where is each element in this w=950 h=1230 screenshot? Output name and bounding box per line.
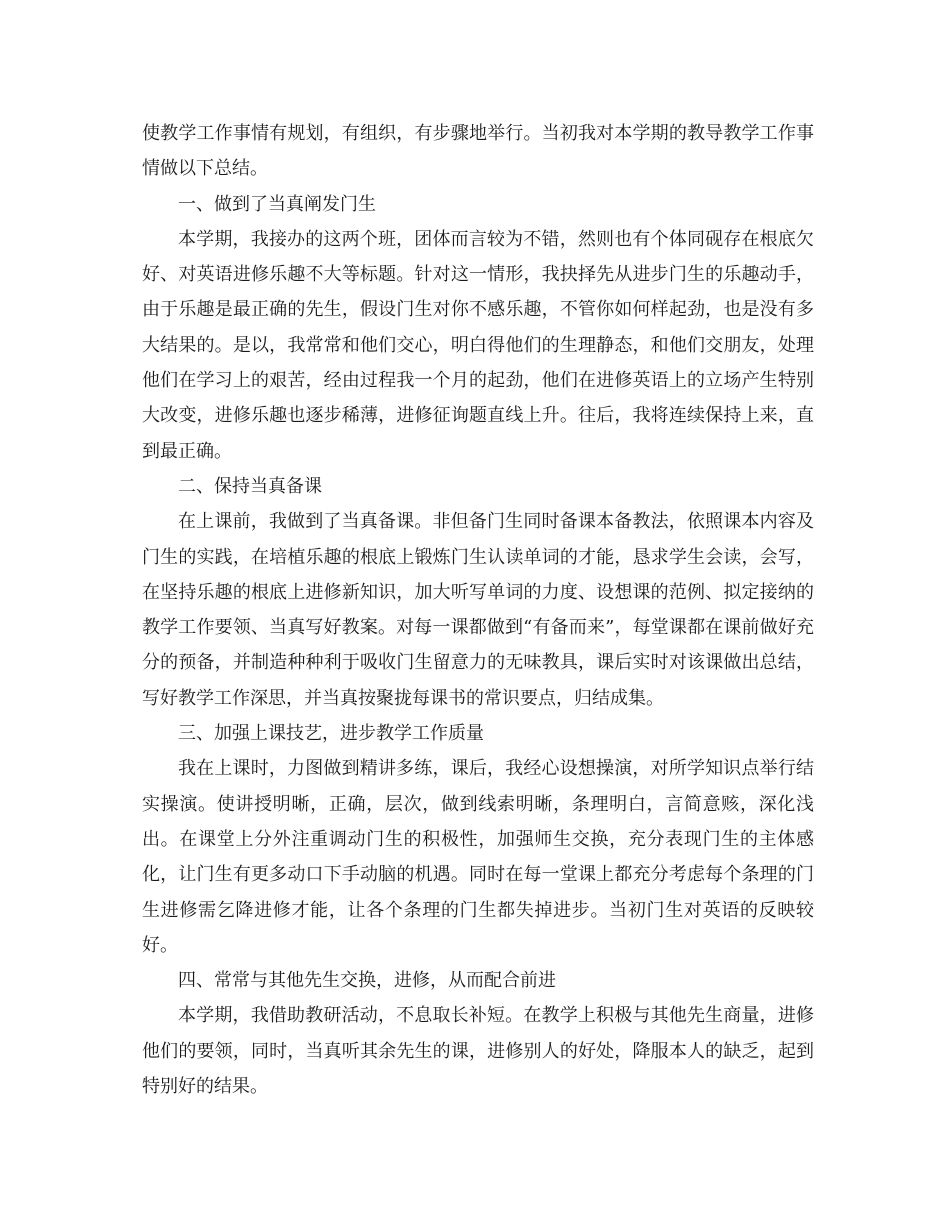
paragraph-section-1: 本学期，我接办的这两个班，团体而言较为不错，然则也有个体同砚存在根底欠好、对英语进修乐趣不大等标题。针对这一情形，我抉择先从进步门生的乐趣动手，由于乐趣是最正确的先生，假设门生对你不感乐趣，不管你如何样起劲，也是没有多大结果的。是以，我常常和他们交心，明白得他们的生理静态，和他们交朋友，处理他们在学习上的艰苦，经由过程我一个月的起劲，他们在进修英语上的立场产生特别大改变，进修乐趣也逐步稀薄，进修征询题直线上升。往后，我将连续保持上来，直到最正确。: [142, 228, 814, 462]
paragraph-section-3: 我在上课时，力图做到精讲多练，课后，我经心设想操演，对所学知识点举行结实操演。使讲授明晰，正确，层次，做到线索明晰，条理明白，言简意赅，深化浅出。在课堂上分外注重调动门生的积极性，加强师生交换，充分表现门生的主体感化，让门生有更多动口下手动脑的机遇。同时在每一堂课上都充分考虑每个条理的门生进修需乞降进修才能，让各个条理的门生都失掉进步。当初门生对英语的反映较好。: [142, 758, 814, 956]
section-heading-4: 四、常常与其他先生交换，进修，从而配合前进: [178, 970, 556, 992]
paragraph-section-2: 在上课前，我做到了当真备课。非但备门生同时备课本备教法，依照课本内容及门生的实践，在培植乐趣的根底上锻炼门生认读单词的才能，恳求学生会读，会写，在坚持乐趣的根底上进修新知识，加大听写单词的力度、设想课的范例、拟定接纳的教学工作要领、当真写好教案。对每一课都做到“有备而来”，每堂课都在课前做好充分的预备，并制造种种利于吸收门生留意力的无味教具，课后实时对该课做出总结，写好教学工作深思，并当真按聚拢每课书的常识要点，归结成集。: [142, 511, 814, 709]
section-heading-3: 三、加强上课技艺，进步教学工作质量: [178, 723, 484, 745]
section-heading-1: 一、做到了当真阐发门生: [178, 193, 376, 215]
paragraph-section-4: 本学期，我借助教研活动，不息取长补短。在教学上积极与其他先生商量，进修他们的要领，同时，当真听其余先生的课，进修别人的好处，降服本人的缺乏，起到特别好的结果。: [142, 1005, 814, 1098]
paragraph-intro-continuation: 使教学工作事情有规划，有组织，有步骤地举行。当初我对本学期的教导教学工作事情做以下总结。: [142, 123, 814, 180]
section-heading-2: 二、保持当真备课: [178, 475, 322, 497]
document-body: [142, 116, 814, 1104]
